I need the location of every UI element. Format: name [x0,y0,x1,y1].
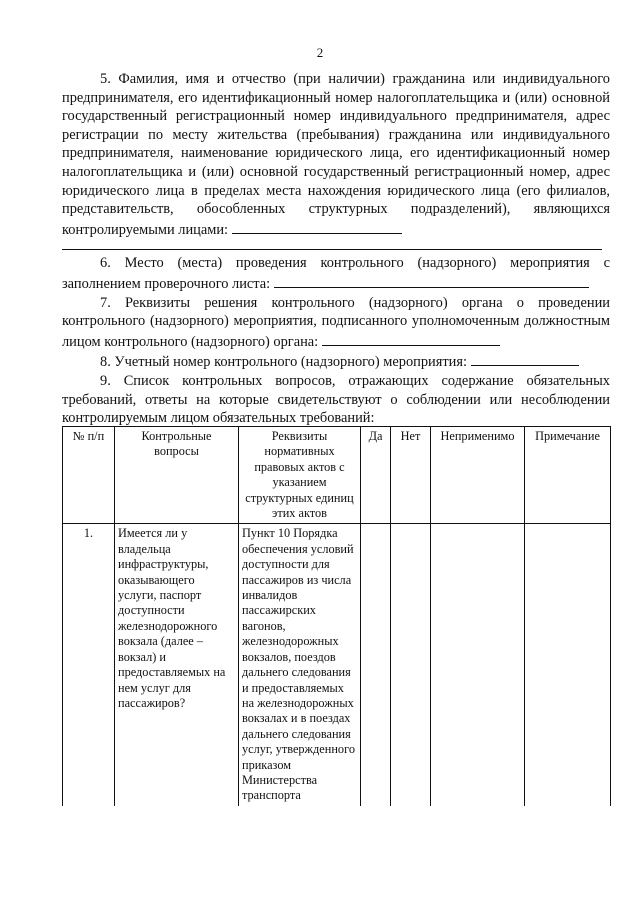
paragraph-8 [62,351,610,372]
paragraph-6-text: 6. Место (места) проведения контрольного (надзорного) мероприятия с заполнением проверочного листа: [62,255,610,292]
header-no: Нет [391,427,431,524]
paragraph-9-text: 9. Список контрольных вопросов, отражающих содержание обязательных требований, ответы на которые свидетельствуют о соблюдении или несоблюдении контролируемым лицом обязательных требований: [62,372,610,427]
row-not-applicable-cell[interactable] [431,524,525,806]
paragraph-6-blank [274,273,589,288]
table-header-row [63,427,611,524]
header-yes: Да [361,427,391,524]
paragraph-5-text: 5. Фамилия, имя и отчество (при наличии) гражданина или индивидуального предпринимателя, его идентификационный номер налогоплательщика и (или) основной государственный регистрационный номер индивидуального предпринимателя, адрес регистрации по месту жительства (пребывания) гражданина или индивидуального предпринимателя, наименование юридического лица, его идентификационный номер налогоплательщика и (или) основной государственный регистрационный номер, адрес юридического лица в пределах места нахождения юридического лица (его филиалов, представительств, обособленных структурных подразделений), являющихся контролируемыми лицами: [62,71,610,238]
checklist-table [62,426,611,806]
paragraph-8-blank [471,351,579,366]
paragraph-9 [62,372,610,428]
paragraph-5 [62,70,610,239]
row-note-cell[interactable] [525,524,611,806]
paragraph-6 [62,254,610,293]
row-no-cell[interactable] [391,524,431,806]
row-number: 1. [63,524,115,806]
paragraph-5-blank [232,219,402,234]
row-question: Имеется ли у владельца инфраструктуры, оказывающего услуги, паспорт доступности железнодорожного вокзала (далее – вокзал) и предоставляемых на нем услуг для пассажиров? [115,524,239,806]
row-reference: Пункт 10 Порядка обеспечения условий доступности для пассажиров из числа инвалидов пассажирских вагонов, железнодорожных вокзалов, поездов дальнего следования и предоставляемых на железнодорожных вокзалах и в поездах дальнего следования услуг, утвержденного приказом Министерства транспорта [239,524,361,806]
header-questions: Контрольные вопросы [115,427,239,524]
header-not-applicable: Неприменимо [431,427,525,524]
paragraph-7 [62,294,610,352]
row-yes-cell[interactable] [361,524,391,806]
header-references: Реквизиты нормативных правовых актов с указанием структурных единиц этих актов [239,427,361,524]
paragraph-8-text: 8. Учетный номер контрольного (надзорного) мероприятия: [100,354,467,371]
header-number: № п/п [63,427,115,524]
paragraph-5-blank-line [62,239,602,250]
paragraph-7-blank [322,331,500,346]
paragraph-7-text: 7. Реквизиты решения контрольного (надзорного) органа о проведении контрольного (надзорного) мероприятия, подписанного уполномоченным должностным лицом контрольного (надзорного) органа: [62,294,610,350]
header-note: Примечание [525,427,611,524]
page-number: 2 [316,45,324,60]
table-row [63,524,611,806]
document-body [62,70,610,428]
